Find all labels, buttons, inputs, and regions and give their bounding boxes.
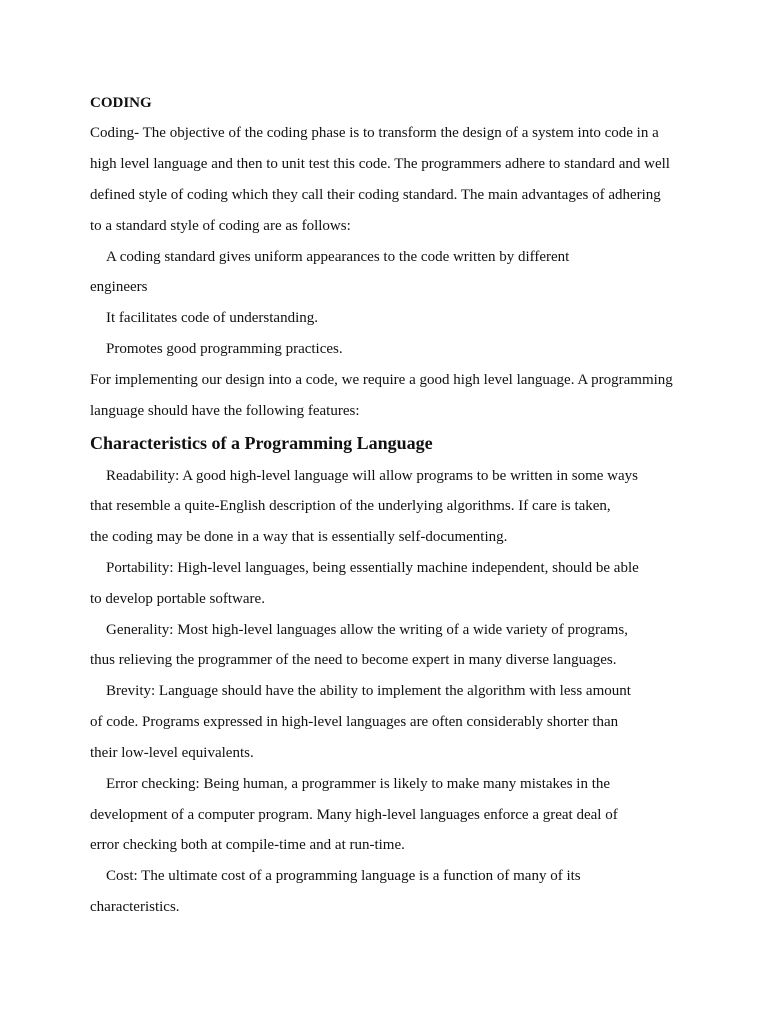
advantage-item-continuation: engineers: [90, 279, 148, 295]
intro-line: Coding- The objective of the coding phase is to transform the design of a system into code in a: [90, 125, 659, 141]
characteristic-line: to develop portable software.: [90, 591, 265, 607]
advantage-item: Promotes good programming practices.: [106, 341, 343, 357]
characteristic-line: characteristics.: [90, 899, 180, 915]
characteristic-line: thus relieving the programmer of the need to become expert in many diverse languages.: [90, 652, 617, 668]
characteristic-line: the coding may be done in a way that is essentially self-documenting.: [90, 529, 508, 545]
characteristic-line: Brevity: Language should have the ability to implement the algorithm with less amount: [106, 683, 631, 699]
section-heading: Characteristics of a Programming Language: [90, 433, 433, 453]
characteristic-line: Generality: Most high-level languages allow the writing of a wide variety of programs,: [106, 622, 628, 638]
characteristic-line: Error checking: Being human, a programmer is likely to make many mistakes in the: [106, 776, 611, 792]
characteristic-line: error checking both at compile-time and at run-time.: [90, 837, 405, 853]
document-title: CODING: [90, 95, 152, 111]
transition-line: For implementing our design into a code, we require a good high level language. A programming: [90, 372, 673, 388]
intro-line: high level language and then to unit test this code. The programmers adhere to standard and well: [90, 156, 670, 172]
characteristic-line: Readability: A good high-level language will allow programs to be written in some ways: [106, 468, 638, 484]
characteristic-line: that resemble a quite-English description of the underlying algorithms. If care is taken,: [90, 498, 611, 514]
characteristic-line: of code. Programs expressed in high-level languages are often considerably shorter than: [90, 714, 619, 730]
intro-line: to a standard style of coding are as follows:: [90, 218, 351, 234]
characteristic-line: their low-level equivalents.: [90, 745, 254, 761]
characteristic-line: Portability: High-level languages, being essentially machine independent, should be able: [106, 560, 639, 576]
advantage-item: It facilitates code of understanding.: [106, 310, 319, 326]
intro-line: defined style of coding which they call their coding standard. The main advantages of adhering: [90, 187, 661, 203]
characteristic-line: Cost: The ultimate cost of a programming language is a function of many of its: [106, 868, 581, 884]
characteristic-line: development of a computer program. Many high-level languages enforce a great deal of: [90, 807, 618, 823]
transition-line: language should have the following features:: [90, 403, 360, 419]
advantage-item: A coding standard gives uniform appearances to the code written by different: [106, 249, 570, 265]
